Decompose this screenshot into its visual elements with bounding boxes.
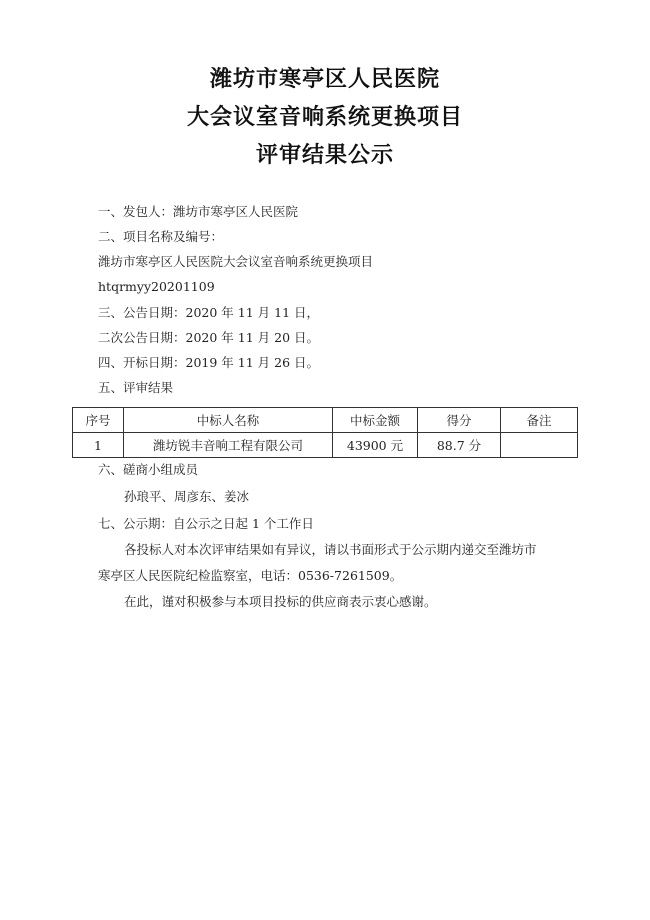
open-date: 四、开标日期：2019 年 11 月 26 日。 (98, 355, 319, 370)
cell-score: 88.7 分 (418, 433, 501, 458)
thanks-line: 在此，谨对积极参与本项目投标的供应商表示衷心感谢。 (124, 594, 437, 609)
table-row (73, 433, 578, 458)
header-amount: 中标金额 (333, 408, 418, 433)
objection-line-2: 寒亭区人民医院纪检监察室，电话：0536-7261509。 (98, 568, 403, 583)
title-hospital: 潍坊市寒亭区人民医院 (209, 67, 440, 92)
cell-remark (501, 433, 578, 458)
project-code: htqrmyy20201109 (98, 279, 215, 294)
cell-index: 1 (73, 433, 124, 458)
second-announce-date: 二次公告日期：2020 年 11 月 20 日。 (98, 330, 319, 345)
project-name: 潍坊市寒亭区人民医院大会议室音响系统更换项目 (98, 254, 374, 269)
title-project: 大会议室音响系统更换项目 (186, 105, 463, 130)
cell-amount: 43900 元 (333, 433, 418, 458)
announce-date: 三、公告日期：2020 年 11 月 11 日， (98, 305, 319, 320)
cell-winner: 潍坊锐丰音响工程有限公司 (124, 433, 333, 458)
header-winner: 中标人名称 (124, 408, 333, 433)
period-line: 七、公示期：自公示之日起 1 个工作日 (98, 516, 314, 531)
header-score: 得分 (418, 408, 501, 433)
table-header-row (73, 408, 578, 433)
issuer-line: 一、发包人：潍坊市寒亭区人民医院 (98, 204, 299, 219)
result-heading: 五、评审结果 (98, 380, 174, 395)
panel-heading: 六、磋商小组成员 (98, 462, 199, 477)
panel-members: 孙琅平、周彦东、姜冰 (124, 489, 250, 504)
result-table (72, 407, 578, 458)
header-index: 序号 (73, 408, 124, 433)
title-result: 评审结果公示 (255, 143, 394, 168)
header-remark: 备注 (501, 408, 578, 433)
objection-line-1: 各投标人对本次评审结果如有异议，请以书面形式于公示期内递交至潍坊市 (124, 542, 537, 557)
project-heading: 二、项目名称及编号： (98, 229, 224, 244)
